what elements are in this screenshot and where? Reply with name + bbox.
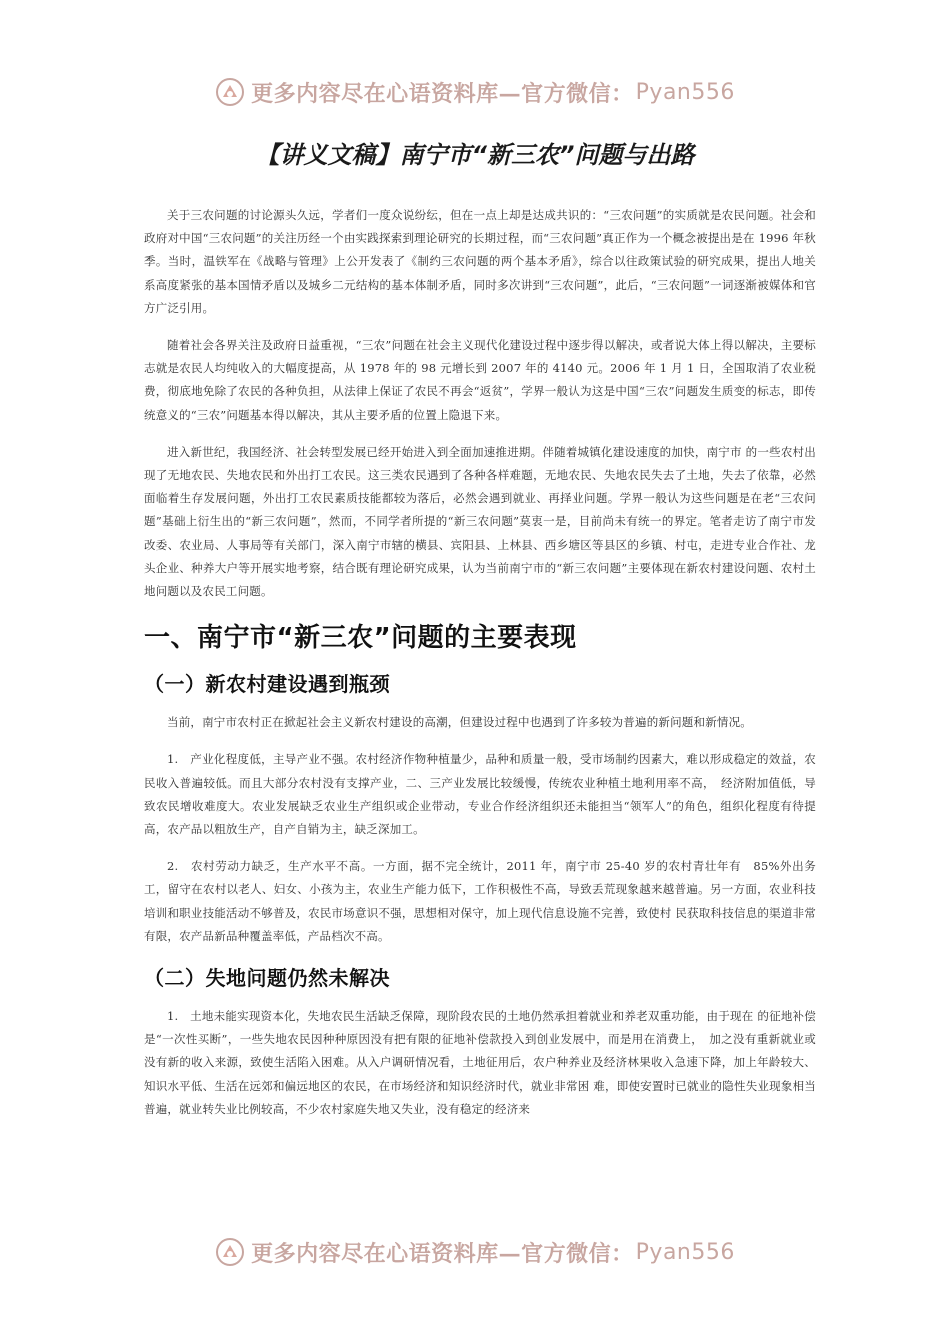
logo-icon xyxy=(215,77,245,107)
banner-text: 更多内容尽在心语资料库—官方微信： xyxy=(251,1240,634,1267)
intro-paragraph: 随着社会各界关注及政府日益重视，“三农”问题在社会主义现代化建设过程中逐步得以解决，或者说大体上得以解决，主要标志就是农民人均纯收入的大幅度提高，从 1978 年的 98 元增长到 2007 年的 4140 元。2006 年 1 月 1 日，全国取消了农业税费，彻底地免除了农民的各种负担，从法律上保证了农民不再会“返贫”，学界一般认为这是中国“三农”问题发生质变的标志，即传统意义的“三农”问题基本得以解决，其从主要矛盾的位置上隐退下来。 xyxy=(144,338,816,422)
document-body xyxy=(144,204,816,1135)
banner-wechat-id: Pyan556 xyxy=(635,79,735,105)
intro-paragraph: 关于三农问题的讨论源头久远，学者们一度众说纷纭，但在一点上却是达成共识的：“三农问题”的实质就是农民问题。社会和政府对中国“三农问题”的关注历经一个由实践探索到理论研究的长期过程，而“三农问题”真正作为一个概念被提出是在 1996 年秋季。当时，温铁军在《战略与管理》上公开发表了《制约三农问题的两个基本矛盾》，综合以往政策试验的研究成果，提出人地关系高度紧张的基本国情矛盾以及城乡二元结构的基本体制矛盾，同时多次讲到“三农问题”，此后，“三农问题”一词逐渐被媒体和官方广泛引用。 xyxy=(144,208,816,315)
subsection-heading: （二）失地问题仍然未解决 xyxy=(144,966,390,991)
body-paragraph: 1. 产业化程度低，主导产业不强。农村经济作物种植量少，品种和质量一般，受市场制约因素大，难以形成稳定的效益，农民收入普遍较低。而且大部分农村没有支撑产业，二、三产业发展比较缓慢，传统农业种植土地利用率不高， 经济附加值低，导致农民增收难度大。农业发展缺乏农业生产组织或企业带动，专业合作经济组织还未能担当“领军人”的角色，组织化程度有待提高，农产品以粗放生产，自产自销为主，缺乏深加工。 xyxy=(144,752,816,837)
banner-wechat-id: Pyan556 xyxy=(635,1239,735,1265)
logo-icon xyxy=(215,1237,245,1267)
watermark-banner-bottom xyxy=(0,1232,950,1272)
banner-text: 更多内容尽在心语资料库—官方微信： xyxy=(251,80,634,107)
body-paragraph: 2. 农村劳动力缺乏，生产水平不高。一方面，据不完全统计，2011 年，南宁市 25-40 岁的农村青壮年有 85%外出务工，留守在农村以老人、妇女、小孩为主，农业生产能力低下，工作积极性不高，导致丢荒现象越来越普遍。另一方面，农业科技培训和职业技能活动不够普及，农民市场意识不强，思想相对保守，加上现代信息设施不完善，致使村 民获取科技信息的渠道非常有限，农产品新品种覆盖率低，产品档次不高。 xyxy=(144,859,816,943)
watermark-banner-top xyxy=(0,72,950,112)
document-title: 【讲义文稿】南宁市“新三农”问题与出路 xyxy=(255,141,695,169)
body-paragraph: 1. 土地未能实现资本化，失地农民生活缺乏保障，现阶段农民的土地仍然承担着就业和养老双重功能，由于现在 的征地补偿是“一次性买断”，一些失地农民因种种原因没有把有限的征地补偿款投入到创业发展中，而是用在消费上， 加之没有重新就业或没有新的收入来源，致使生活陷入困难。从入户调研情况看，土地征用后，农户种养业及经济林果收入急速下降，加上年龄较大、知识水平低、生活在远郊和偏远地区的农民，在市场经济和知识经济时代，就业非常困 难，即使安置时已就业的隐性失业现象相当普遍，就业转失业比例较高，不少农村家庭失地又失业，没有稳定的经济来 xyxy=(144,1009,816,1116)
body-paragraph: 当前，南宁市农村正在掀起社会主义新农村建设的高潮，但建设过程中也遇到了许多较为普遍的新问题和新情况。 xyxy=(167,715,752,730)
subsection-heading: （一）新农村建设遇到瓶颈 xyxy=(144,672,390,697)
section-heading: 一、南宁市“新三农”问题的主要表现 xyxy=(144,623,577,654)
intro-paragraph: 进入新世纪，我国经济、社会转型发展已经开始进入到全面加速推进期。伴随着城镇化建设速度的加快，南宁市 的一些农村出现了无地农民、失地农民和外出打工农民。这三类农民遇到了各种各样难题，无地农民、失地农民失去了土地，失去了依靠，必然面临着生存发展问题，外出打工农民素质技能都较为落后，必然会遇到就业、再择业问题。学界一般认为这些问题是在老“三农问题”基础上衍生出的“新三农问题”，然而，不同学者所提的“新三农问题”莫衷一是，目前尚未有统一的界定。笔者走访了南宁市发改委、农业局、人事局等有关部门，深入南宁市辖的横县、宾阳县、上林县、西乡塘区等县区的乡镇、村屯，走进专业合作社、龙头企业、种养大户等开展实地考察，结合既有理论研究成果，认为当前南宁市的“新三农问题”主要体现在新农村建设问题、农村土地问题以及农民工问题。 xyxy=(144,444,816,599)
